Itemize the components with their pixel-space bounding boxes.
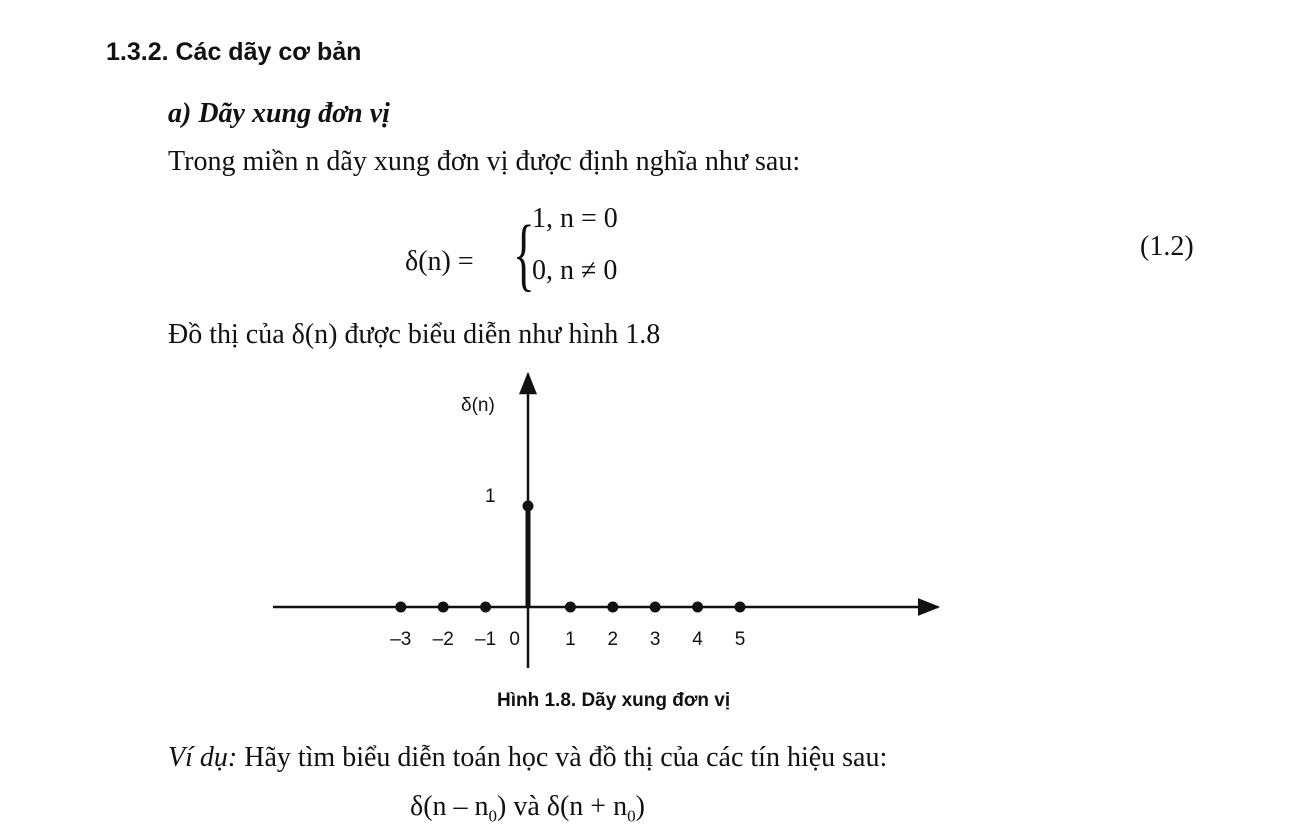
x-tick-label: 1 <box>565 629 576 650</box>
x-tick-label: 5 <box>734 629 746 650</box>
expr-part-a: δ(n – n <box>410 791 489 822</box>
example-text: Hãy tìm biểu diễn toán học và đồ thị của các tín hiệu sau: <box>237 742 888 773</box>
example-label: Ví dụ: <box>168 742 238 773</box>
x-tick-label: –1 <box>475 629 497 650</box>
x-tick-label: 3 <box>649 629 661 650</box>
equation-lhs: δ(n) = <box>405 246 474 277</box>
y-tick-label-1: 1 <box>485 486 496 507</box>
data-point-n-3 <box>395 602 406 613</box>
expr-sub-a: 0 <box>488 806 498 826</box>
equation-case-2: 0, n ≠ 0 <box>532 255 618 286</box>
data-point-n-1 <box>480 602 491 613</box>
expr-part-mid: ) và δ(n + n <box>497 791 628 822</box>
data-point-n3 <box>650 602 661 613</box>
data-point-n-2 <box>438 602 449 613</box>
section-heading: 1.3.2. Các dãy cơ bản <box>106 38 362 66</box>
data-point-n2 <box>607 602 618 613</box>
x-tick-label: –3 <box>390 629 412 650</box>
subsection-heading: a) Dãy xung đơn vị <box>168 98 390 129</box>
data-point-n0 <box>523 501 534 512</box>
equation-brace: { <box>513 208 535 299</box>
equation-case-1: 1, n = 0 <box>532 203 618 234</box>
example-paragraph <box>168 742 887 774</box>
intro-paragraph: Trong miền n dãy xung đơn vị được định nghĩa như sau: <box>168 146 801 177</box>
expr-part-end: ) <box>635 791 645 822</box>
x-tick-label: –2 <box>432 629 454 650</box>
figure-caption: Hình 1.8. Dãy xung đơn vị <box>497 690 731 711</box>
figure-intro: Đồ thị của δ(n) được biểu diễn như hình 1.8 <box>168 319 661 350</box>
expr-sub-b: 0 <box>627 806 636 826</box>
equation-number: (1.2) <box>1140 231 1194 262</box>
example-expression <box>410 791 645 827</box>
y-axis-label: δ(n) <box>461 395 495 416</box>
data-point-n1 <box>565 602 576 613</box>
x-tick-label: 4 <box>692 629 703 650</box>
data-point-n5 <box>735 602 746 613</box>
x-tick-label: 0 <box>509 629 520 650</box>
x-tick-label: 2 <box>607 629 619 650</box>
data-point-n4 <box>692 602 703 613</box>
